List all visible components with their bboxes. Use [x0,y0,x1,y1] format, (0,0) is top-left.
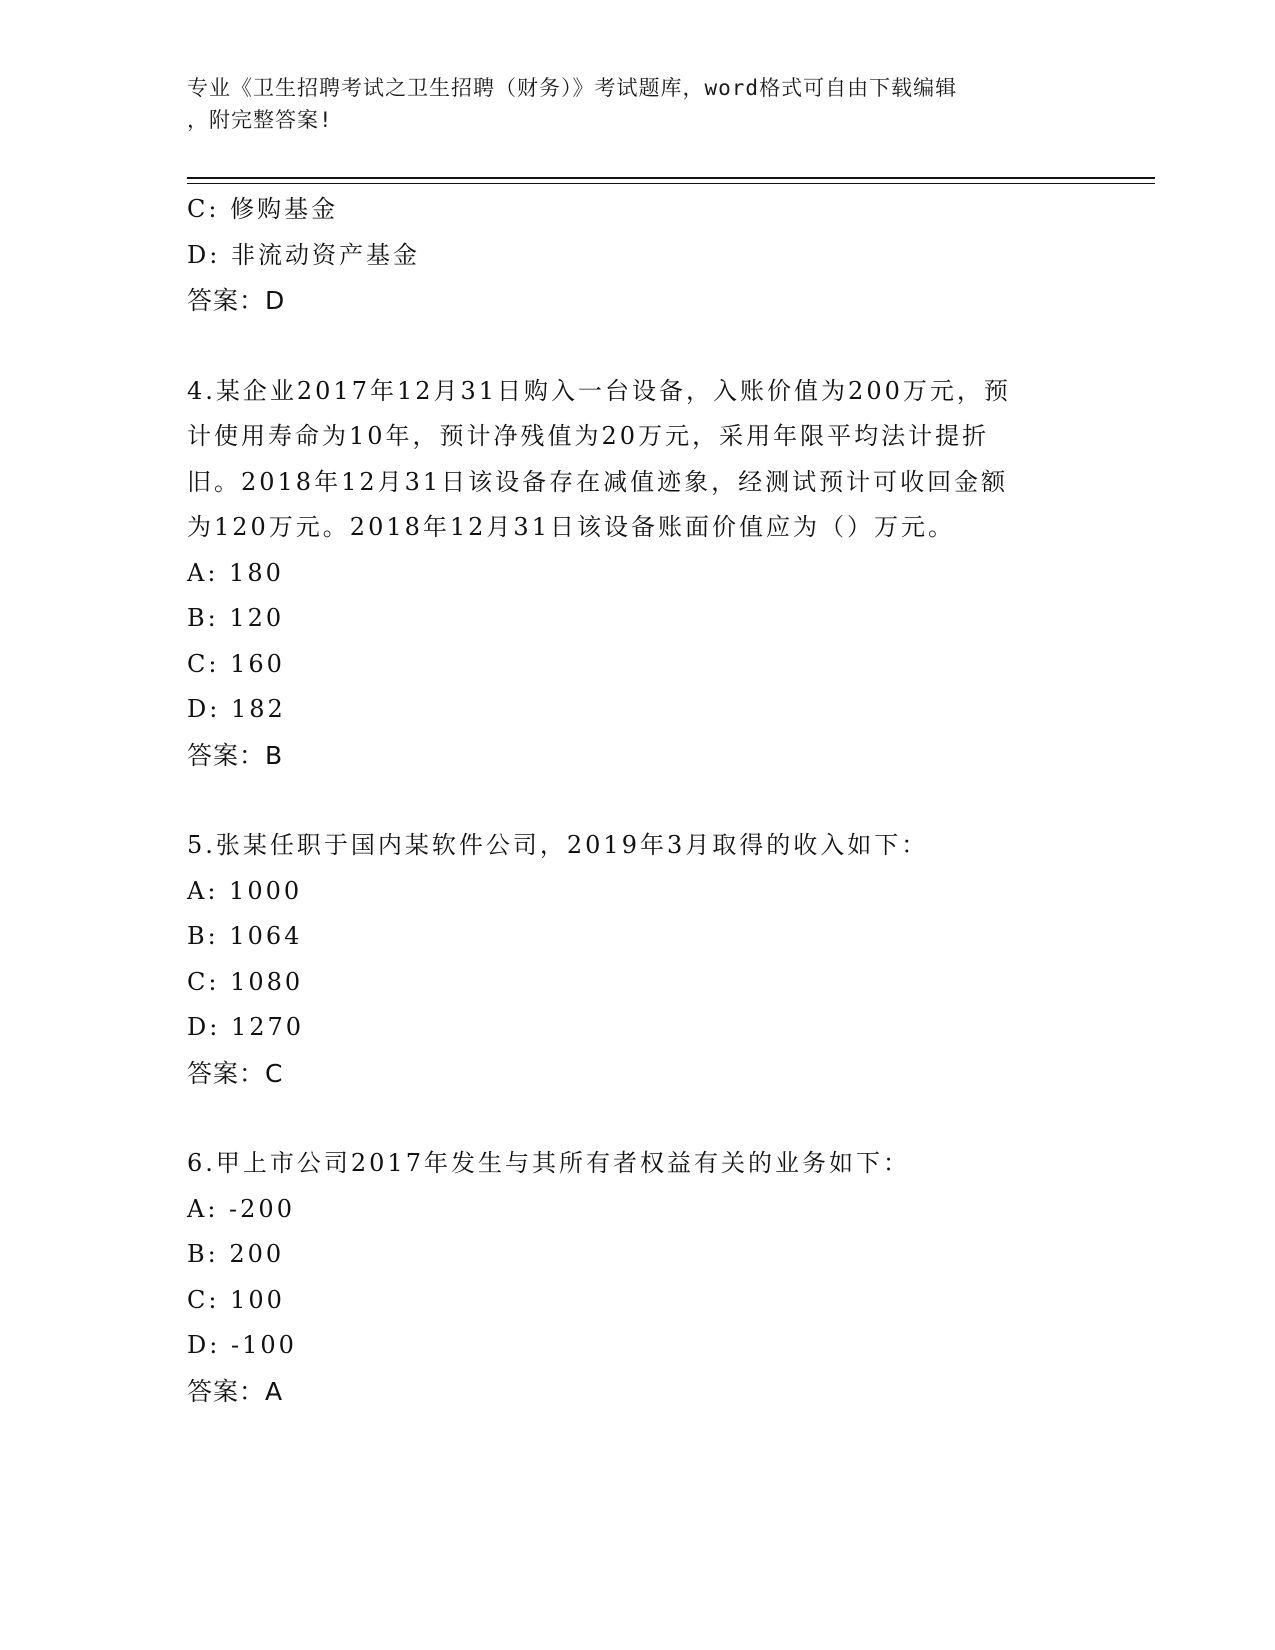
question-4-stem-line-4: 为120万元。2018年12月31日该设备账面价值应为（）万元。 [187,513,955,541]
question-3-block [187,187,1087,324]
question-4-option-c: C: 160 [187,649,285,678]
header-divider-thick [187,177,1155,179]
question-4-option-b: B: 120 [187,604,285,632]
question-4-answer: 答案：B [187,740,284,770]
question-5-option-a: A: 1000 [187,876,303,905]
question-5-answer: 答案：C [187,1058,284,1088]
header-line-1: 专业《卫生招聘考试之卫生招聘（财务）》考试题库，word格式可自由下载编辑 [187,76,958,100]
document-body [187,187,1087,1414]
question-4-stem-line-3: 旧。2018年12月31日该设备存在减值迹象，经测试预计可收回金额 [187,467,1009,496]
question-5-option-c: C: 1080 [187,967,304,996]
document-header [187,72,1067,136]
question-5-block [187,823,1087,1096]
question-6-option-a: A: -200 [187,1194,295,1223]
question-6-block [187,1141,1087,1414]
question-3-option-c: C: 修购基金 [187,195,339,223]
question-5-option-b: B: 1064 [187,922,303,950]
question-5-option-d: D: 1270 [187,1013,305,1041]
question-3-option-d: D: 非流动资产基金 [187,240,420,269]
question-3-answer: 答案：D [187,286,286,315]
header-divider-thin [187,183,1155,184]
spacer [187,1096,1087,1141]
question-6-option-b: B: 200 [187,1240,285,1268]
question-4-stem-line-2: 计使用寿命为10年，预计净残值为20万元，采用年限平均法计提折 [187,422,990,450]
question-6-option-d: D: -100 [187,1331,297,1359]
question-4-option-a: A: 180 [187,558,284,587]
question-4-stem-line-1: 4.某企业2017年12月31日购入一台设备，入账价值为200万元，预 [187,376,1011,405]
question-5-stem: 5.张某任职于国内某软件公司，2019年3月取得的收入如下： [187,831,929,859]
question-4-block [187,369,1087,779]
question-6-stem: 6.甲上市公司2017年发生与其所有者权益有关的业务如下： [187,1149,910,1177]
header-line-2: ，附完整答案! [187,108,333,132]
question-4-option-d: D: 182 [187,695,286,723]
spacer [187,324,1087,369]
question-6-option-c: C: 100 [187,1285,285,1314]
spacer [187,778,1087,823]
question-6-answer: 答案：A [187,1376,284,1406]
